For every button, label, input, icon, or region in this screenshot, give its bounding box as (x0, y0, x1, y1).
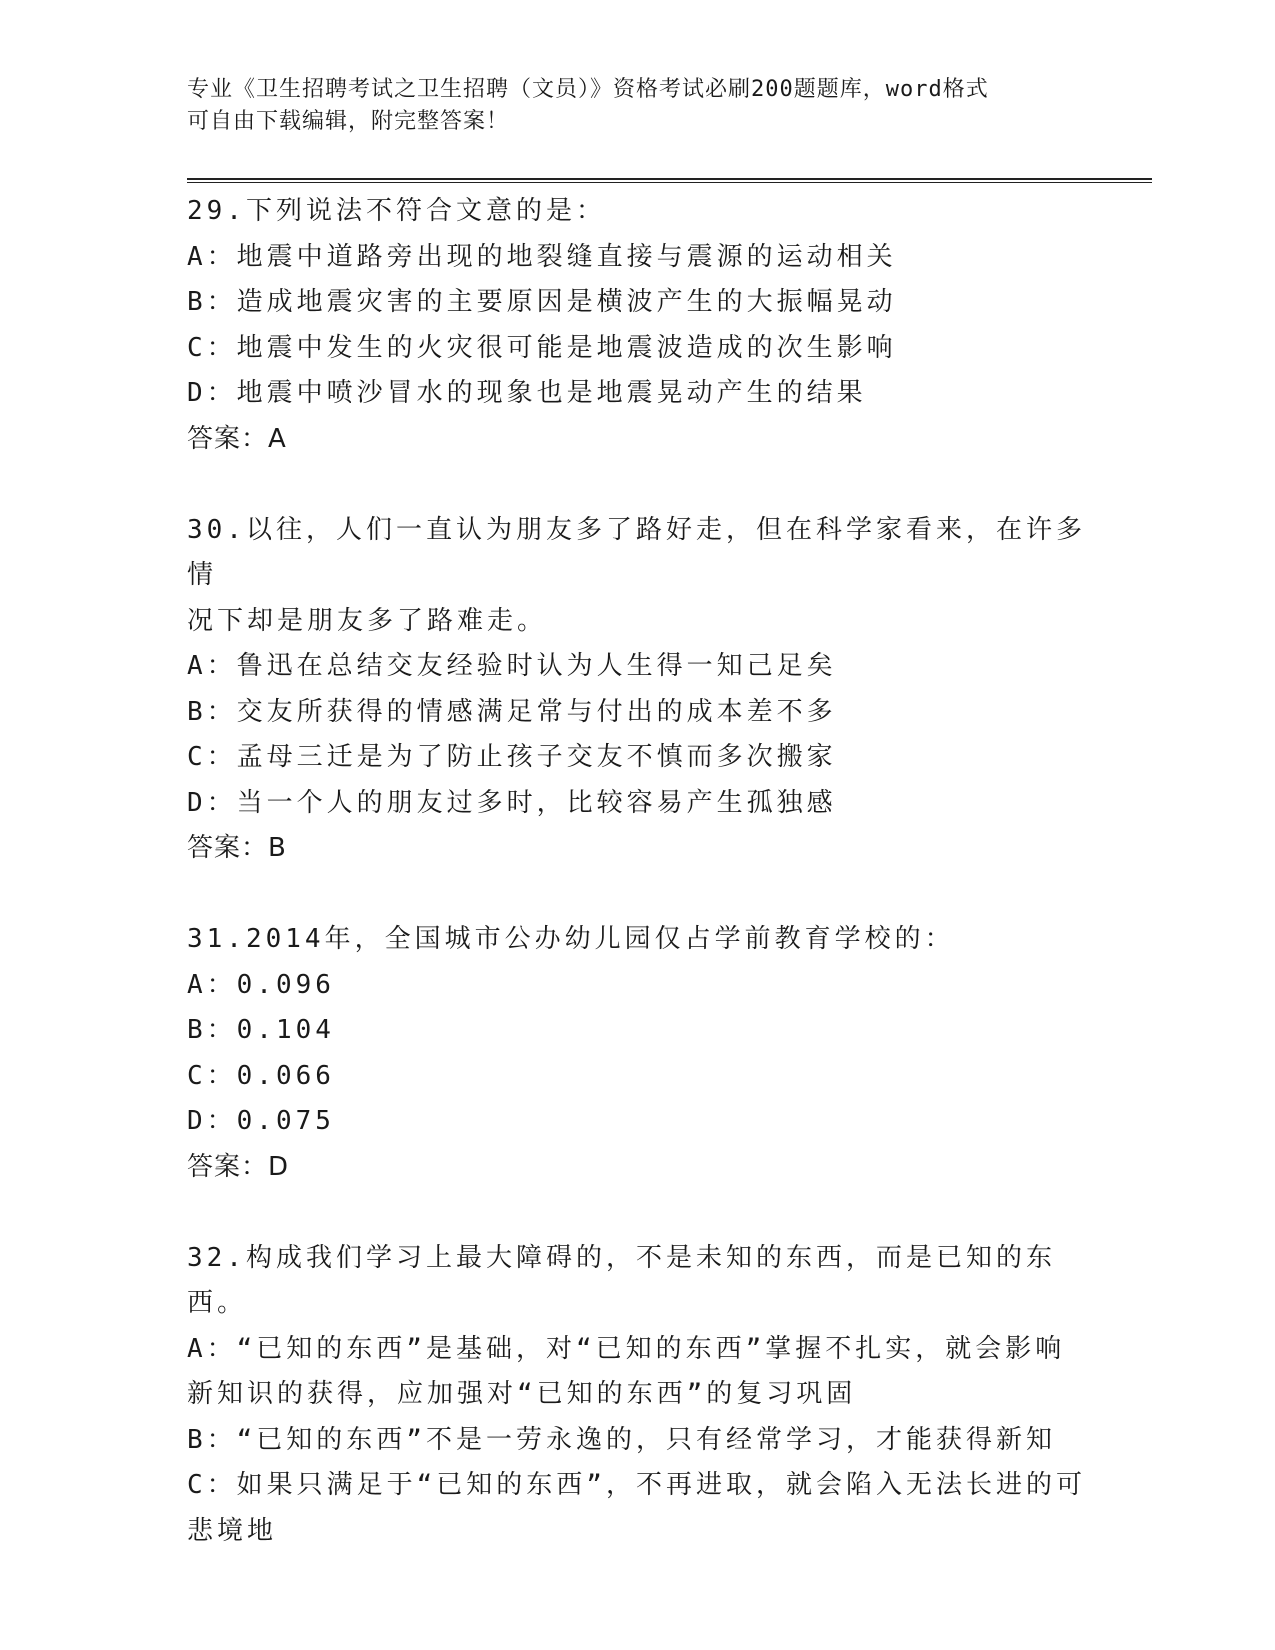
answer-label: 答案：A (187, 423, 287, 454)
header-divider (187, 178, 1152, 180)
option-d: D：地震中喷沙冒水的现象也是地震晃动产生的结果 (187, 378, 867, 408)
question-stem: 32.构成我们学习上最大障碍的，不是未知的东西，而是已知的东西。 (187, 1242, 1056, 1318)
option-b: B：“已知的东西”不是一劳永逸的，只有经常学习，才能获得新知 (187, 1424, 1056, 1455)
header-line: 专业《卫生招聘考试之卫生招聘（文员）》资格考试必刷200题题库，word格式 (187, 77, 989, 102)
answer-label: 答案：B (187, 833, 287, 863)
question-stem-continued: 况下却是朋友多了路难走。 (187, 605, 548, 636)
header-divider-thin (187, 182, 1152, 183)
header-line: 可自由下载编辑，附完整答案！ (187, 109, 510, 134)
option-a-continued: 新知识的获得，应加强对“已知的东西”的复习巩固 (187, 1379, 857, 1409)
option-b: B：0.104 (187, 1015, 335, 1045)
question-30 (187, 508, 1087, 872)
question-32 (187, 1236, 1087, 1555)
answer-label: 答案：D (187, 1151, 290, 1182)
option-c-continued: 悲境地 (187, 1515, 278, 1546)
option-a: A：“已知的东西”是基础，对“已知的东西”掌握不扎实，就会影响 (187, 1333, 1066, 1364)
option-a: A：0.096 (187, 969, 335, 1000)
option-a: A：鲁迅在总结交友经验时认为人生得一知己足矣 (187, 651, 837, 681)
option-b: B：交友所获得的情感满足常与付出的成本差不多 (187, 696, 837, 727)
option-d: D：0.075 (187, 1106, 335, 1136)
question-list (187, 189, 1087, 1554)
question-stem: 30.以往，人们一直认为朋友多了路好走，但在科学家看来，在许多情 (187, 514, 1086, 590)
option-c: C：地震中发生的火灾很可能是地震波造成的次生影响 (187, 332, 897, 363)
option-c: C：如果只满足于“已知的东西”，不再进取，就会陷入无法长进的可 (187, 1470, 1086, 1500)
document-header (187, 74, 1067, 138)
option-d: D：当一个人的朋友过多时，比较容易产生孤独感 (187, 787, 837, 818)
question-stem: 31.2014年，全国城市公办幼儿园仅占学前教育学校的： (187, 924, 955, 954)
question-31 (187, 917, 1087, 1190)
option-a: A：地震中道路旁出现的地裂缝直接与震源的运动相关 (187, 241, 897, 272)
option-c: C：0.066 (187, 1060, 335, 1091)
option-b: B：造成地震灾害的主要原因是横波产生的大振幅晃动 (187, 287, 897, 317)
option-c: C：孟母三迁是为了防止孩子交友不慎而多次搬家 (187, 742, 837, 772)
question-stem: 29.下列说法不符合文意的是： (187, 196, 606, 226)
question-29 (187, 189, 1087, 462)
